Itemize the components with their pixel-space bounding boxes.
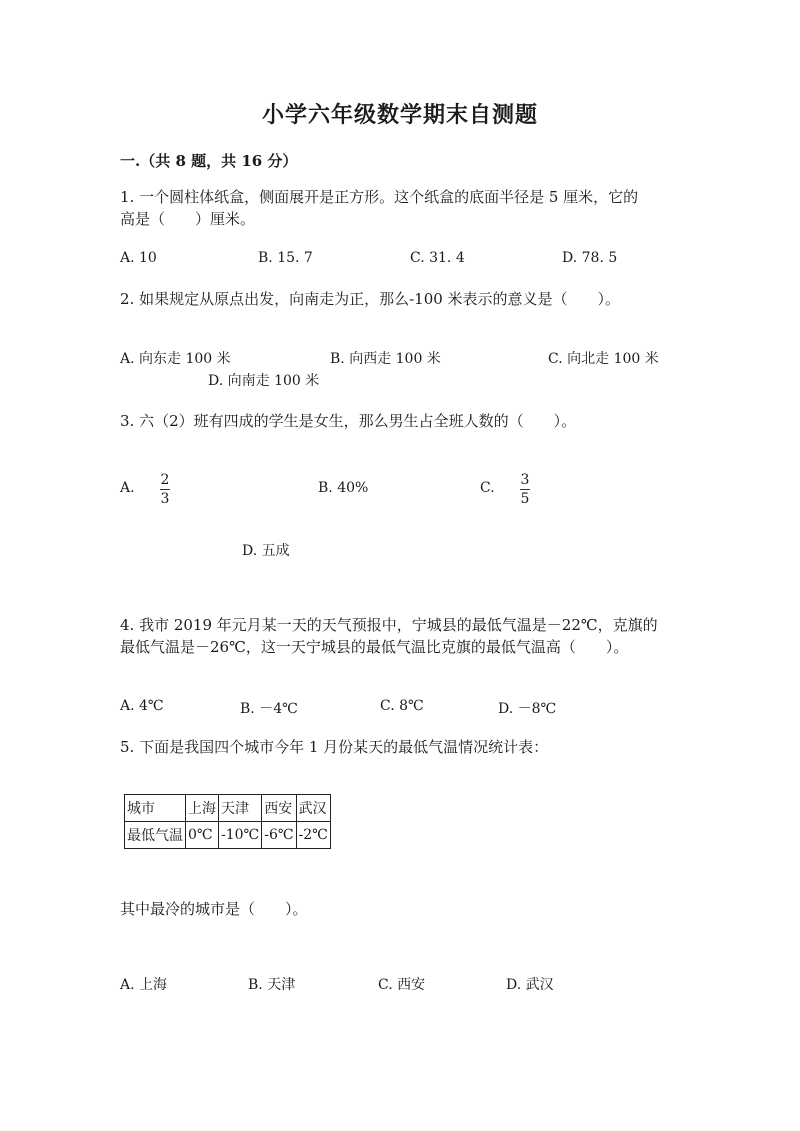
question-3-option-b[interactable]: B. 40% [318,480,369,496]
table-cell: -10℃ [219,822,262,849]
question-1-option-d[interactable]: D. 78. 5 [562,250,618,266]
table-row [125,822,331,849]
question-4-option-d[interactable]: D. －8℃ [498,701,557,717]
table-row [125,795,331,822]
question-5-option-c[interactable]: C. 西安 [378,977,426,993]
question-3-option-a-label[interactable]: A. [120,480,135,496]
question-2-option-d[interactable]: D. 向南走 100 米 [208,373,320,389]
question-2-option-b[interactable]: B. 向西走 100 米 [330,351,441,367]
question-1-option-a[interactable]: A. 10 [120,250,157,266]
table-cell: 上海 [186,795,219,822]
table-cell: 武汉 [296,795,330,822]
table-cell: 0℃ [186,822,219,849]
table-cell: -6℃ [262,822,296,849]
question-4-line-2: 最低气温是－26℃，这一天宁城县的最低气温比克旗的最低气温高（ ）。 [120,638,629,656]
question-5-option-d[interactable]: D. 武汉 [506,977,554,993]
fraction-numerator: 2 [160,472,170,488]
question-5-option-b[interactable]: B. 天津 [248,977,296,993]
question-5-option-a[interactable]: A. 上海 [120,977,168,993]
question-3-option-d[interactable]: D. 五成 [242,543,290,559]
fraction-bar [520,489,530,490]
question-1-line-2: 高是（ ）厘米。 [120,210,256,228]
table-cell: 西安 [262,795,296,822]
question-4-line-1: 4. 我市 2019 年元月某一天的天气预报中，宁城县的最低气温是－22℃，克旗的 [120,616,658,634]
question-4-option-c[interactable]: C. 8℃ [380,698,424,714]
table-cell: 城市 [125,795,186,822]
table-cell: 最低气温 [125,822,186,849]
fraction-denominator: 5 [520,491,530,507]
table-cell: 天津 [219,795,262,822]
question-2-option-a[interactable]: A. 向东走 100 米 [120,351,231,367]
temperature-table [124,794,331,849]
question-2-text: 2. 如果规定从原点出发，向南走为正，那么-100 米表示的意义是（ ）。 [120,290,621,308]
question-3-text: 3. 六（2）班有四成的学生是女生，那么男生占全班人数的（ ）。 [120,412,577,430]
fraction-denominator: 3 [160,491,170,507]
question-1-option-c[interactable]: C. 31. 4 [410,250,465,266]
fraction-numerator: 3 [520,472,530,488]
question-5-text: 5. 下面是我国四个城市今年 1 月份某天的最低气温情况统计表： [120,738,549,756]
question-1-line-1: 1. 一个圆柱体纸盒，侧面展开是正方形。这个纸盒的底面半径是 5 厘米，它的 [120,188,639,206]
question-1-option-b[interactable]: B. 15. 7 [258,250,313,266]
table-cell: -2℃ [296,822,330,849]
question-3-option-c-label[interactable]: C. [480,480,495,496]
question-5-prompt: 其中最冷的城市是（ ）。 [120,900,308,918]
section-heading: 一.（共 8 题，共 16 分） [120,152,298,170]
question-3-option-a-fraction[interactable] [160,473,170,506]
question-4-option-a[interactable]: A. 4℃ [120,698,164,714]
page-title: 小学六年级数学期末自测题 [261,102,538,128]
question-2-option-c[interactable]: C. 向北走 100 米 [548,351,659,367]
question-3-option-c-fraction[interactable] [520,473,530,506]
question-4-option-b[interactable]: B. －4℃ [240,701,298,717]
fraction-bar [160,489,170,490]
